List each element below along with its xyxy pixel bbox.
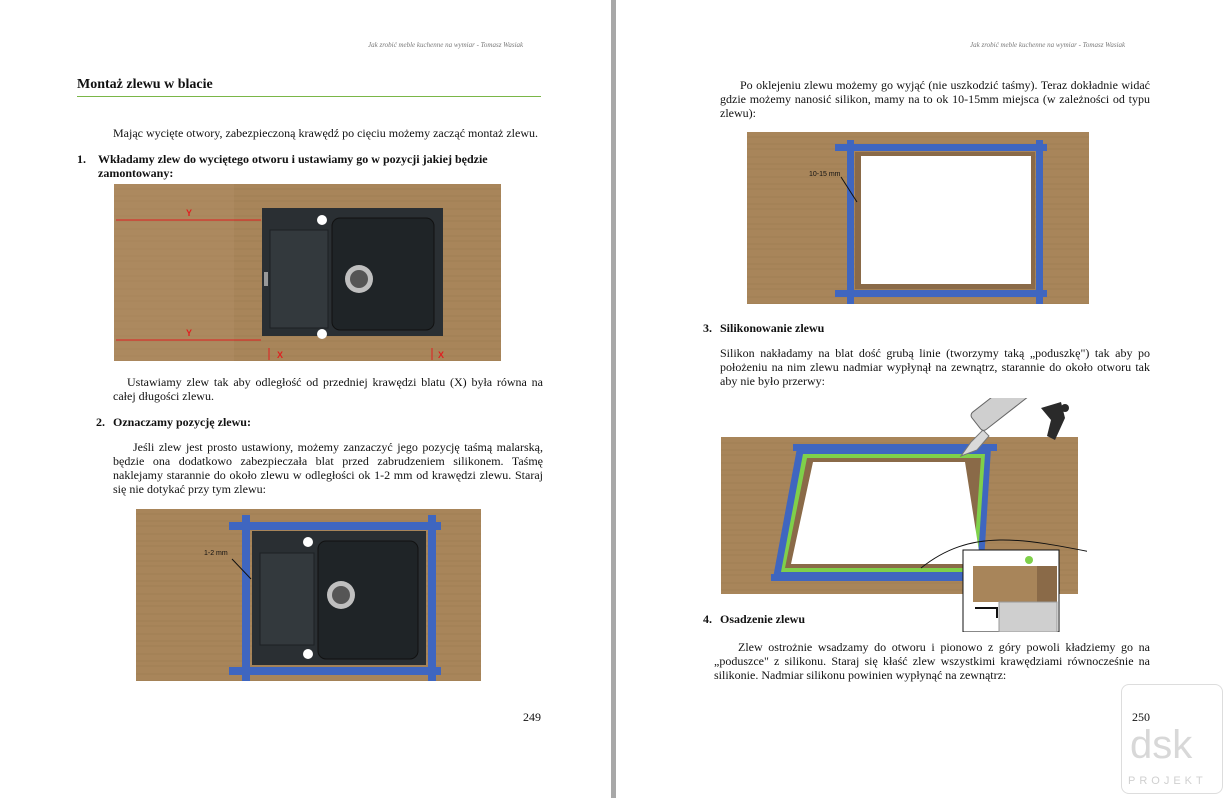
page-249 bbox=[0, 0, 611, 798]
section-title: Montaż zlewu w blacie bbox=[77, 77, 541, 97]
step3-paragraph: Silikon nakładamy na blat dość grubą linie (tworzymy taką „poduszkę") tak aby po położeniu na nim zlewu nadmiar wypłynął na zewnątrz, starannie do około otworu tak aby nie było przerwy: bbox=[720, 346, 1150, 388]
figure-silicone-application bbox=[721, 398, 1087, 632]
overflow-hole-icon bbox=[317, 329, 327, 339]
step1-title: Wkładamy zlew do wyciętego otworu i ustawiamy go w pozycji jakiej będzie zamontowany: bbox=[98, 152, 488, 180]
label-x-left: X bbox=[277, 350, 284, 360]
faucet-hole-icon bbox=[303, 537, 313, 547]
tape-bottom bbox=[229, 667, 441, 675]
watermark-logo bbox=[1121, 684, 1223, 794]
step2-title: Oznaczamy pozycję zlewu: bbox=[113, 415, 251, 429]
step4-title: Osadzenie zlewu bbox=[720, 612, 805, 626]
intro-paragraph: Mając wycięte otwory, zabezpieczoną krawędź po cięciu możemy zacząć montaż zlewu. bbox=[113, 126, 538, 140]
tape-top bbox=[835, 144, 1047, 151]
faucet-hole-icon bbox=[317, 215, 327, 225]
tape-right bbox=[1036, 140, 1043, 304]
tape-right bbox=[428, 515, 436, 681]
step3-number: 3. bbox=[703, 321, 712, 335]
running-header: Jak zrobić meble kuchenne na wymiar - Tomasz Wasiak bbox=[970, 41, 1126, 49]
watermark-text: dsk bbox=[1130, 723, 1193, 767]
figure-tape-marking bbox=[136, 509, 481, 681]
sink-opening bbox=[861, 156, 1031, 284]
tape-left bbox=[242, 515, 250, 681]
gap-label: 10-15 mm bbox=[809, 171, 841, 178]
step2-number: 2. bbox=[96, 415, 105, 429]
tape-bottom bbox=[835, 290, 1047, 297]
figure-sink-placement bbox=[114, 184, 501, 361]
step4-number: 4. bbox=[703, 612, 712, 626]
step2-paragraph: Jeśli zlew jest prosto ustawiony, możemy zanzaczyć jego pozycję taśmą malarską, będzie ona dodatkowo zabezpieczała blat przed zabrudzeniem silikonem. Taśmę naklejamy starannie do około zlewu w odległości ok 1-2 mm od krawędzi zlewu. Staraj się nie dotykać przy tym zlewu: bbox=[113, 440, 543, 496]
step3-title: Silikonowanie zlewu bbox=[720, 321, 825, 335]
tape-top bbox=[229, 522, 441, 530]
step1-number: 1. bbox=[77, 152, 86, 166]
step4-paragraph: Zlew ostrożnie wsadzamy do otworu i pionowo z góry powoli kładziemy go na „poduszce" z silikonu. Staraj się kłaść zlew wszystkimi krawędziami równocześnie na silikonie. Nadmiar silikonu powinien wypłynąć na zewnątrz: bbox=[714, 640, 1150, 682]
intro-paragraph: Po oklejeniu zlewu możemy go wyjąć (nie uszkodzić taśmy). Teraz dokładnie widać gdzie możemy nanosić silikon, mamy na to ok 10-15mm miejsca (w zależności od typu zlewu): bbox=[720, 78, 1150, 120]
overflow-hole-icon bbox=[303, 649, 313, 659]
label-y-top: Y bbox=[186, 208, 193, 218]
page-number: 249 bbox=[523, 710, 541, 724]
page-250 bbox=[616, 0, 1227, 798]
running-header: Jak zrobić meble kuchenne na wymiar - Tomasz Wasiak bbox=[368, 41, 524, 49]
watermark-sub: PROJEKT bbox=[1128, 775, 1207, 787]
step1-paragraph: Ustawiamy zlew tak aby odległość od przedniej krawędzi blatu (X) była równa na całej długości zlewu. bbox=[113, 375, 543, 403]
tape-left bbox=[847, 140, 854, 304]
label-x-right: X bbox=[438, 350, 445, 360]
label-y-bottom: Y bbox=[186, 328, 193, 338]
figure-tape-opening bbox=[747, 132, 1089, 304]
page-number: 250 bbox=[1132, 710, 1150, 724]
gap-label: 1-2 mm bbox=[204, 550, 228, 557]
